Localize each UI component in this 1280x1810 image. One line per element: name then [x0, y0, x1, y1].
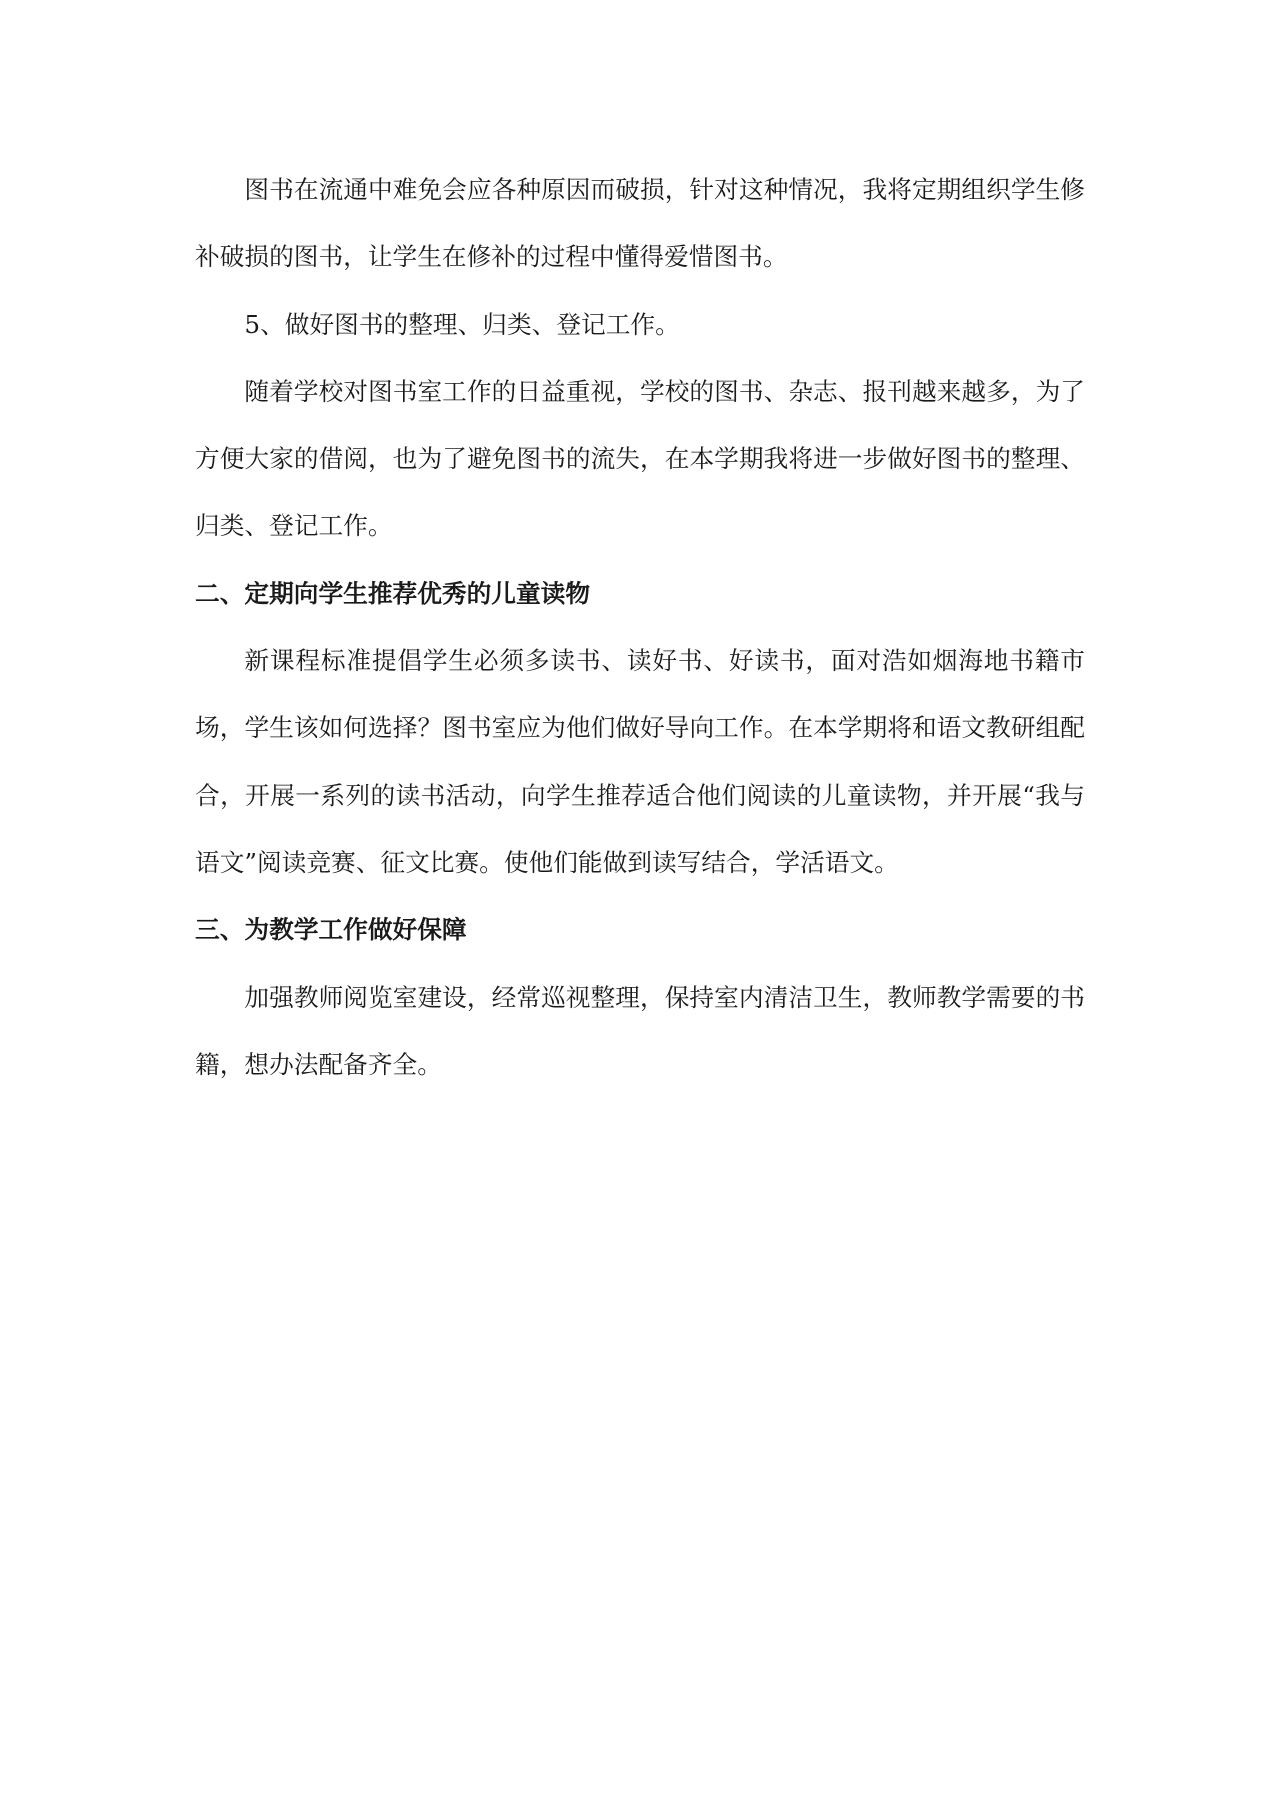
paragraph-book-repair: 图书在流通中难免会应各种原因而破损，针对这种情况，我将定期组织学生修补破损的图书，让学生在修补的过程中懂得爱惜图书。 — [195, 175, 1085, 272]
paragraph-organize-books: 随着学校对图书室工作的日益重视，学校的图书、杂志、报刊越来越多，为了方便大家的借阅，也为了避免图书的流失，在本学期我将进一步做好图书的整理、归类、登记工作。 — [195, 376, 1085, 541]
section-heading-3: 三、为教学工作做好保障 — [195, 915, 467, 945]
paragraph-recommend-reading: 新课程标准提倡学生必须多读书、读好书、好读书，面对浩如烟海地书籍市场，学生该如何选择？图书室应为他们做好导向工作。在本学期将和语文教研组配合，开展一系列的读书活动，向学生推荐适合他们阅读的儿童读物，并开展“我与语文”阅读竞赛、征文比赛。使他们能做到读写结合，学活语文。 — [195, 646, 1085, 877]
section-heading-2: 二、定期向学生推荐优秀的儿童读物 — [195, 578, 591, 608]
paragraph-teacher-support: 加强教师阅览室建设，经常巡视整理，保持室内清洁卫生，教师教学需要的书籍，想办法配备齐全。 — [195, 982, 1085, 1079]
document-page — [195, 156, 1085, 1098]
item-5-title: 5、做好图书的整理、归类、登记工作。 — [244, 309, 680, 339]
